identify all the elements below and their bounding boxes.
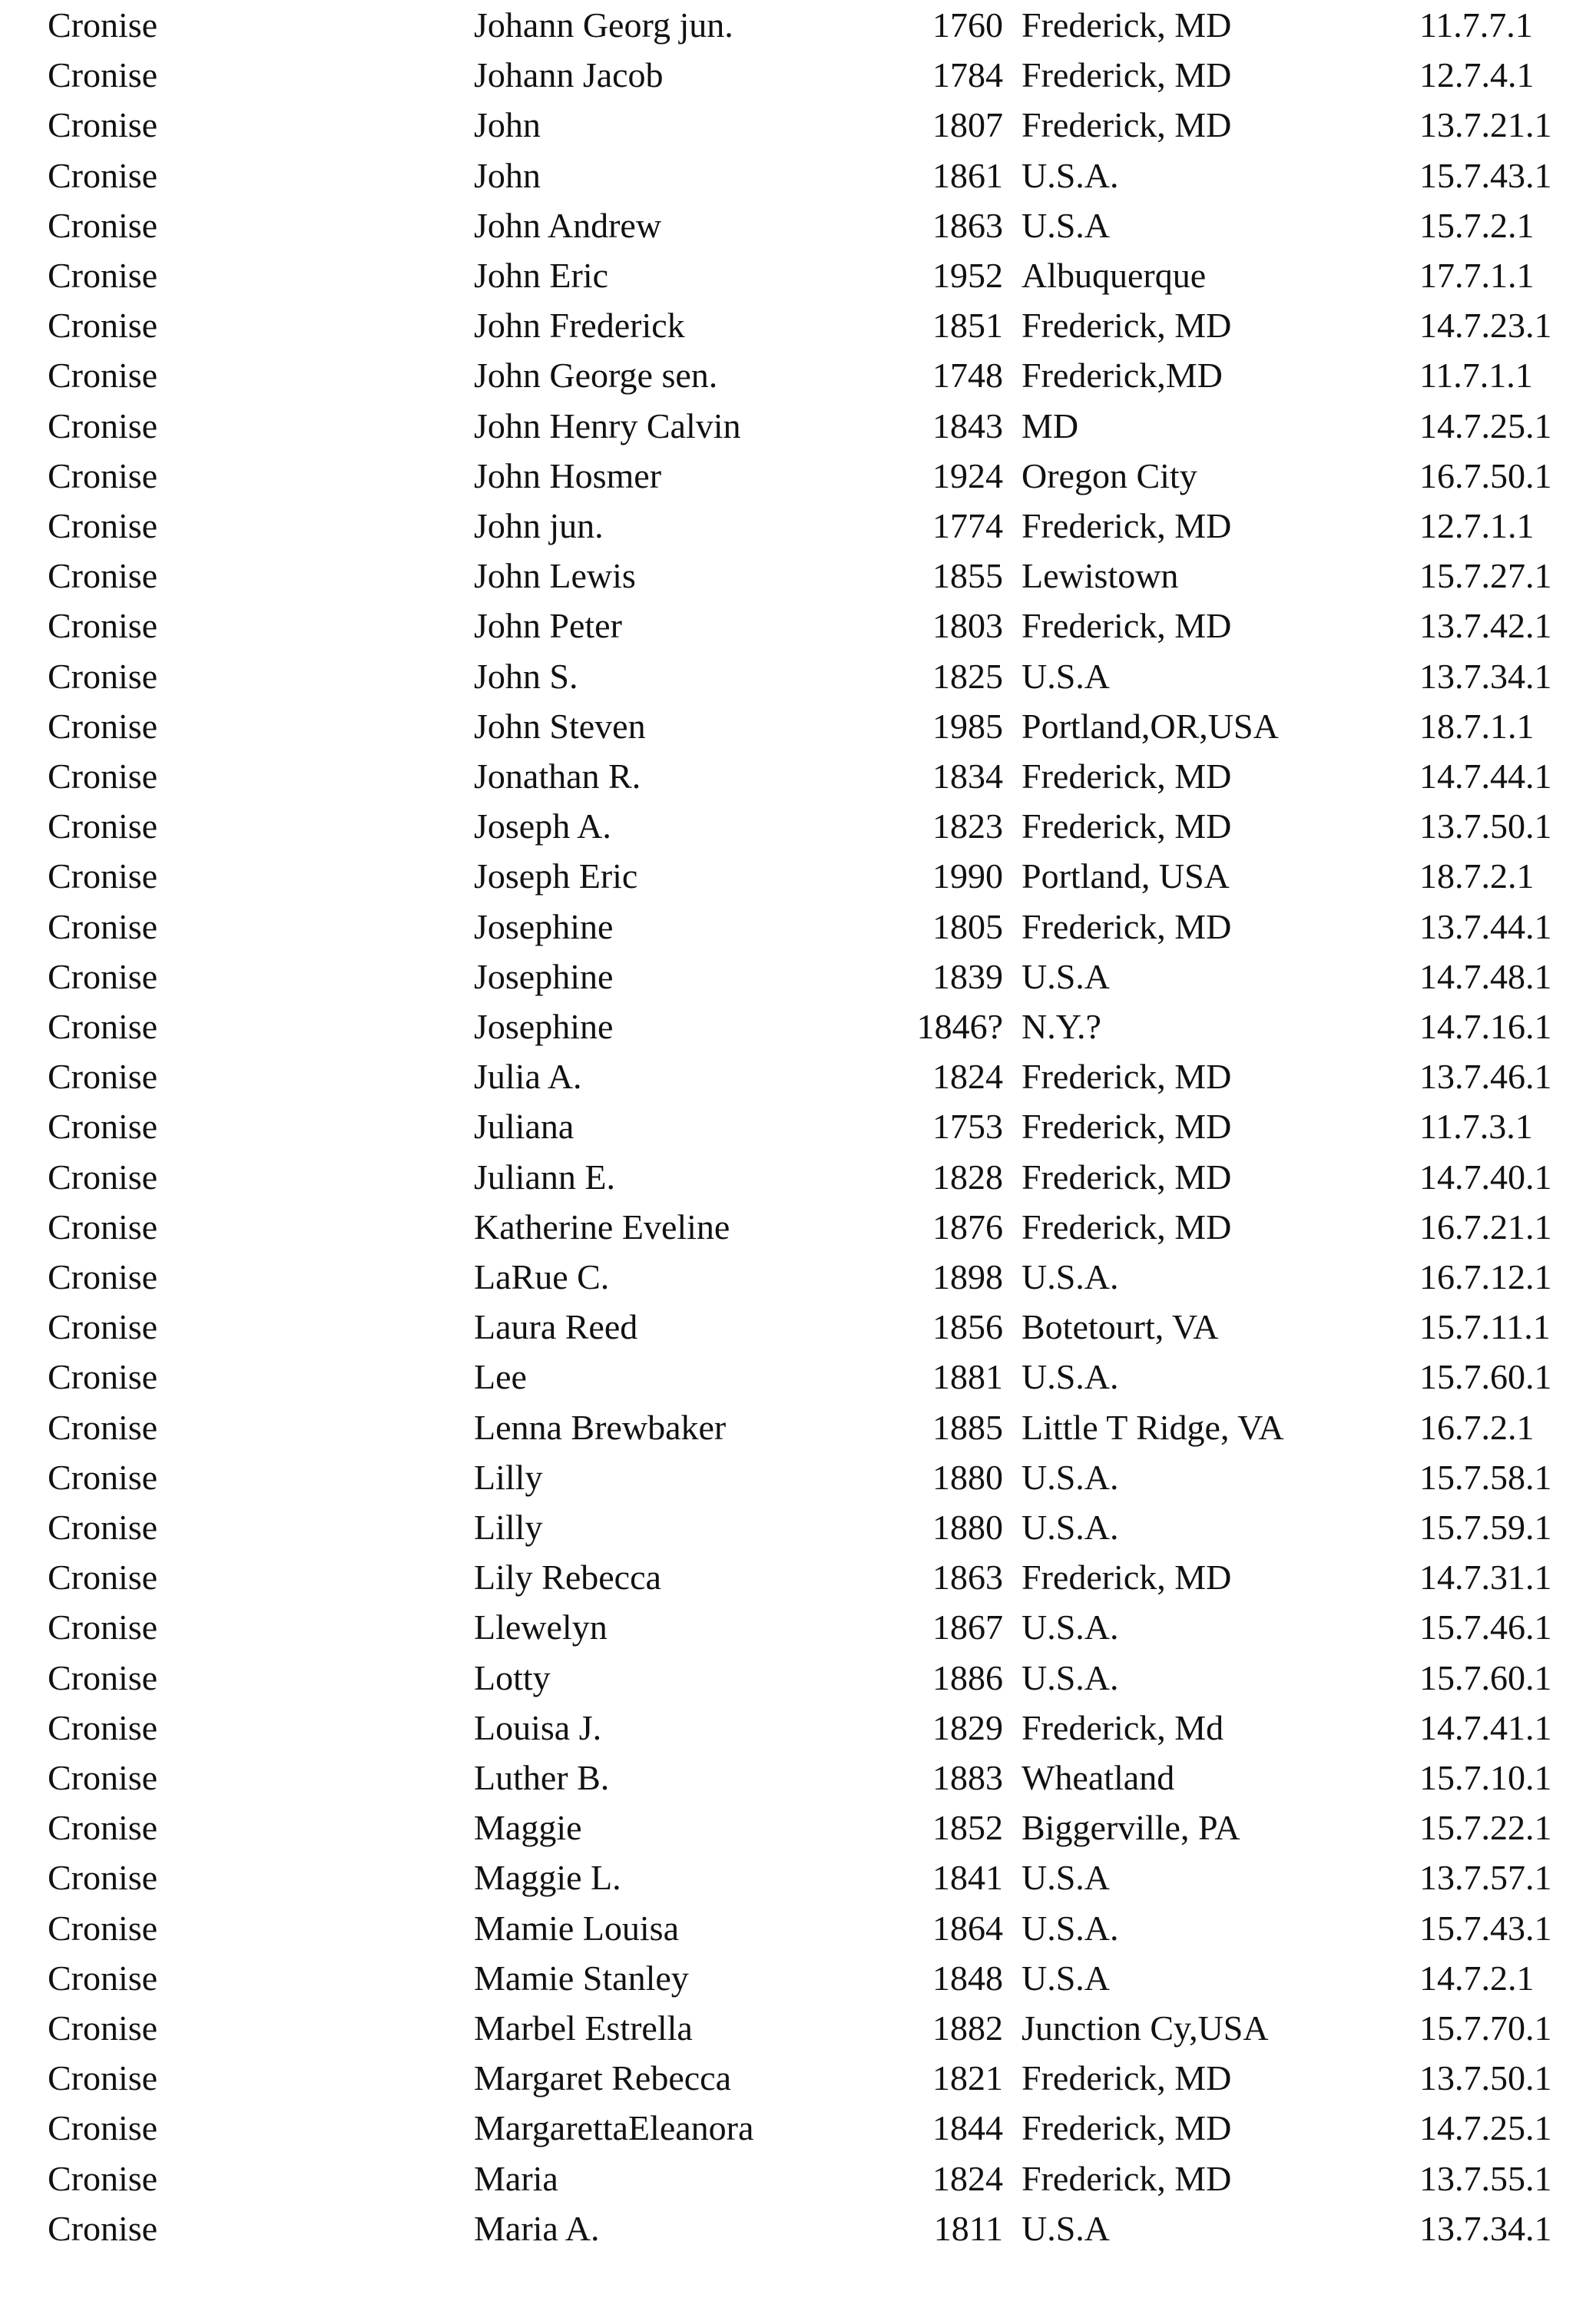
birth-year-cell: 1990 [932,856,1003,896]
surname-cell: Cronise [48,906,158,946]
birthplace-cell: Biggerville, PA [1022,1808,1240,1848]
birth-year-cell: 1861 [932,155,1003,195]
record-code-cell: 15.7.11.1 [1419,1307,1551,1347]
record-code-cell: 13.7.34.1 [1419,656,1552,696]
given-name-cell: John jun. [474,506,604,545]
surname-cell: Cronise [48,1057,158,1097]
birth-year-cell: 1855 [932,556,1003,596]
birthplace-cell: U.S.A. [1022,1357,1119,1397]
birth-year-cell: 1880 [932,1508,1003,1547]
record-code-cell: 14.7.16.1 [1419,1007,1552,1046]
birthplace-cell: Little T Ridge, VA [1022,1407,1284,1447]
surname-cell: Cronise [48,606,158,646]
record-row [0,151,1596,200]
record-code-cell: 17.7.1.1 [1419,256,1535,295]
birth-year-cell: 1824 [932,1057,1003,1097]
given-name-cell: John [474,155,541,195]
given-name-cell: John Frederick [474,306,685,346]
record-row [0,200,1596,250]
given-name-cell: Josephine [474,956,614,996]
record-row [0,401,1596,451]
surname-cell: Cronise [48,455,158,495]
surname-cell: Cronise [48,1157,158,1197]
given-name-cell: Maria [474,2158,558,2198]
given-name-cell: Lotty [474,1657,551,1697]
record-row [0,1402,1596,1452]
record-row [0,0,1596,50]
record-row [0,1502,1596,1552]
record-row [0,1903,1596,1953]
given-name-cell: Johann Jacob [474,55,664,95]
record-code-cell: 15.7.60.1 [1419,1357,1552,1397]
given-name-cell: Josephine [474,1007,614,1046]
record-code-cell: 13.7.46.1 [1419,1057,1552,1097]
birthplace-cell: Frederick, MD [1022,1558,1232,1598]
birthplace-cell: Frederick, MD [1022,105,1232,145]
record-row [0,1051,1596,1101]
birthplace-cell: Oregon City [1022,455,1197,495]
birthplace-cell: Frederick, MD [1022,55,1232,95]
birthplace-cell: Frederick, MD [1022,2058,1232,2098]
birthplace-cell: U.S.A [1022,1958,1111,1998]
record-row [0,1352,1596,1402]
birth-year-cell: 1924 [932,455,1003,495]
given-name-cell: Lilly [474,1457,543,1497]
record-code-cell: 14.7.31.1 [1419,1558,1552,1598]
given-name-cell: Maria A. [474,2208,600,2248]
record-code-cell: 13.7.42.1 [1419,606,1552,646]
record-code-cell: 15.7.43.1 [1419,155,1552,195]
birthplace-cell: U.S.A. [1022,1657,1119,1697]
record-row [0,1302,1596,1352]
surname-cell: Cronise [48,1908,158,1948]
record-row [0,1803,1596,1852]
record-row [0,1602,1596,1652]
record-code-cell: 16.7.50.1 [1419,455,1552,495]
birth-year-cell: 1985 [932,706,1003,746]
record-row [0,1152,1596,1202]
birthplace-cell: Frederick, MD [1022,1157,1232,1197]
birthplace-cell: Albuquerque [1022,256,1207,295]
given-name-cell: Joseph A. [474,806,611,846]
birth-year-cell: 1823 [932,806,1003,846]
given-name-cell: Lee [474,1357,527,1397]
surname-cell: Cronise [48,556,158,596]
surname-cell: Cronise [48,1758,158,1797]
surname-cell: Cronise [48,757,158,796]
surname-cell: Cronise [48,806,158,846]
birth-year-cell: 1824 [932,2158,1003,2198]
record-row [0,1753,1596,1803]
given-name-cell: Louisa J. [474,1707,602,1747]
given-name-cell: John Lewis [474,556,636,596]
record-row [0,801,1596,851]
record-row [0,1452,1596,1502]
birth-year-cell: 1821 [932,2058,1003,2098]
birth-year-cell: 1880 [932,1457,1003,1497]
birthplace-cell: U.S.A. [1022,1457,1119,1497]
record-code-cell: 14.7.23.1 [1419,306,1552,346]
record-row [0,701,1596,751]
given-name-cell: John Peter [474,606,622,646]
record-row [0,2003,1596,2053]
birthplace-cell: Lewistown [1022,556,1179,596]
birthplace-cell: U.S.A. [1022,1257,1119,1296]
birth-year-cell: 1883 [932,1758,1003,1797]
record-code-cell: 15.7.10.1 [1419,1758,1552,1797]
birth-year-cell: 1843 [932,406,1003,445]
surname-cell: Cronise [48,1207,158,1247]
record-row [0,2053,1596,2103]
record-row [0,451,1596,501]
birthplace-cell: MD [1022,406,1079,445]
given-name-cell: John George sen. [474,356,718,396]
surname-cell: Cronise [48,956,158,996]
surname-cell: Cronise [48,2008,158,2048]
given-name-cell: John S. [474,656,578,696]
given-name-cell: Julia A. [474,1057,582,1097]
birthplace-cell: Frederick, Md [1022,1707,1224,1747]
record-row [0,651,1596,701]
birth-year-cell: 1881 [932,1357,1003,1397]
given-name-cell: Margaret Rebecca [474,2058,732,2098]
record-code-cell: 14.7.2.1 [1419,1958,1535,1998]
surname-cell: Cronise [48,1508,158,1547]
surname-cell: Cronise [48,1707,158,1747]
record-code-cell: 11.7.7.1 [1419,5,1533,45]
record-row [0,1252,1596,1302]
birth-year-cell: 1760 [932,5,1003,45]
given-name-cell: Luther B. [474,1758,610,1797]
surname-cell: Cronise [48,1958,158,1998]
birthplace-cell: Frederick, MD [1022,1207,1232,1247]
birthplace-cell: Frederick, MD [1022,506,1232,545]
record-code-cell: 16.7.2.1 [1419,1407,1535,1447]
birth-year-cell: 1846? [916,1007,1003,1046]
record-row [0,1002,1596,1051]
birth-year-cell: 1844 [932,2108,1003,2148]
record-row [0,501,1596,551]
birth-year-cell: 1807 [932,105,1003,145]
record-row [0,1202,1596,1252]
record-code-cell: 14.7.41.1 [1419,1707,1552,1747]
birth-year-cell: 1829 [932,1707,1003,1747]
birthplace-cell: Frederick,MD [1022,356,1223,396]
record-code-cell: 13.7.21.1 [1419,105,1552,145]
record-code-cell: 14.7.48.1 [1419,956,1552,996]
birthplace-cell: Frederick, MD [1022,1057,1232,1097]
record-code-cell: 18.7.2.1 [1419,856,1535,896]
surname-cell: Cronise [48,1558,158,1598]
record-row [0,902,1596,952]
record-code-cell: 16.7.12.1 [1419,1257,1552,1296]
birthplace-cell: U.S.A. [1022,155,1119,195]
birth-year-cell: 1834 [932,757,1003,796]
surname-cell: Cronise [48,506,158,545]
given-name-cell: LaRue C. [474,1257,610,1296]
record-row [0,250,1596,300]
record-code-cell: 15.7.59.1 [1419,1508,1552,1547]
birth-year-cell: 1784 [932,55,1003,95]
record-row [0,551,1596,601]
given-name-cell: Maggie L. [474,1858,621,1898]
given-name-cell: Josephine [474,906,614,946]
given-name-cell: Lenna Brewbaker [474,1407,727,1447]
birthplace-cell: Frederick, MD [1022,606,1232,646]
given-name-cell: Mamie Stanley [474,1958,689,1998]
record-code-cell: 15.7.60.1 [1419,1657,1552,1697]
record-code-cell: 15.7.46.1 [1419,1607,1552,1647]
given-name-cell: MargarettaEleanora [474,2108,754,2148]
birth-year-cell: 1825 [932,656,1003,696]
given-name-cell: Lily Rebecca [474,1558,661,1598]
given-name-cell: Llewelyn [474,1607,608,1647]
birthplace-cell: U.S.A. [1022,1508,1119,1547]
surname-cell: Cronise [48,856,158,896]
birth-year-cell: 1863 [932,205,1003,245]
given-name-cell: John Hosmer [474,455,662,495]
surname-cell: Cronise [48,1007,158,1046]
given-name-cell: John Andrew [474,205,662,245]
surname-cell: Cronise [48,1457,158,1497]
given-name-cell: John Eric [474,256,609,295]
record-row [0,300,1596,350]
surname-cell: Cronise [48,1808,158,1848]
surname-cell: Cronise [48,706,158,746]
record-row [0,1953,1596,2003]
record-code-cell: 14.7.25.1 [1419,2108,1552,2148]
birth-year-cell: 1848 [932,1958,1003,1998]
birth-year-cell: 1863 [932,1558,1003,1598]
record-code-cell: 13.7.50.1 [1419,2058,1552,2098]
surname-cell: Cronise [48,1858,158,1898]
given-name-cell: Katherine Eveline [474,1207,730,1247]
birth-year-cell: 1753 [932,1107,1003,1147]
given-name-cell: Laura Reed [474,1307,638,1347]
birth-year-cell: 1811 [933,2208,1003,2248]
given-name-cell: Juliana [474,1107,574,1147]
record-code-cell: 18.7.1.1 [1419,706,1535,746]
record-code-cell: 11.7.1.1 [1419,356,1533,396]
birth-year-cell: 1864 [932,1908,1003,1948]
surname-cell: Cronise [48,1407,158,1447]
birthplace-cell: Frederick, MD [1022,5,1232,45]
given-name-cell: John [474,105,541,145]
given-name-cell: Maggie [474,1808,582,1848]
birthplace-cell: Frederick, MD [1022,2158,1232,2198]
surname-cell: Cronise [48,2108,158,2148]
record-code-cell: 15.7.43.1 [1419,1908,1552,1948]
surname-cell: Cronise [48,1657,158,1697]
record-code-cell: 11.7.3.1 [1419,1107,1533,1147]
given-name-cell: Johann Georg jun. [474,5,733,45]
record-row [0,2203,1596,2253]
birthplace-cell: Frederick, MD [1022,906,1232,946]
birthplace-cell: Frederick, MD [1022,2108,1232,2148]
birth-year-cell: 1876 [932,1207,1003,1247]
birthplace-cell: Frederick, MD [1022,757,1232,796]
birthplace-cell: U.S.A [1022,656,1111,696]
given-name-cell: John Henry Calvin [474,406,741,445]
surname-cell: Cronise [48,2158,158,2198]
birthplace-cell: Junction Cy,USA [1022,2008,1269,2048]
birth-year-cell: 1852 [932,1808,1003,1848]
record-code-cell: 15.7.27.1 [1419,556,1552,596]
birthplace-cell: Frederick, MD [1022,306,1232,346]
record-code-cell: 15.7.2.1 [1419,205,1535,245]
birthplace-cell: Portland, USA [1022,856,1230,896]
record-code-cell: 13.7.55.1 [1419,2158,1552,2198]
surname-cell: Cronise [48,205,158,245]
birthplace-cell: U.S.A [1022,205,1111,245]
surname-cell: Cronise [48,155,158,195]
surname-cell: Cronise [48,1257,158,1296]
record-code-cell: 14.7.44.1 [1419,757,1552,796]
surname-cell: Cronise [48,2208,158,2248]
birthplace-cell: Frederick, MD [1022,806,1232,846]
record-code-cell: 12.7.1.1 [1419,506,1535,545]
surname-cell: Cronise [48,2058,158,2098]
surname-cell: Cronise [48,105,158,145]
birth-year-cell: 1856 [932,1307,1003,1347]
birth-year-cell: 1867 [932,1607,1003,1647]
birthplace-cell: U.S.A [1022,2208,1111,2248]
record-row [0,601,1596,651]
surname-cell: Cronise [48,1607,158,1647]
given-name-cell: Jonathan R. [474,757,641,796]
surname-cell: Cronise [48,656,158,696]
birth-year-cell: 1886 [932,1657,1003,1697]
birth-year-cell: 1805 [932,906,1003,946]
record-row [0,100,1596,150]
record-code-cell: 13.7.50.1 [1419,806,1552,846]
birthplace-cell: Botetourt, VA [1022,1307,1219,1347]
birth-year-cell: 1885 [932,1407,1003,1447]
birth-year-cell: 1828 [932,1157,1003,1197]
record-row [0,350,1596,400]
given-name-cell: Juliann E. [474,1157,615,1197]
surname-cell: Cronise [48,55,158,95]
birth-year-cell: 1774 [932,506,1003,545]
given-name-cell: Mamie Louisa [474,1908,679,1948]
record-code-cell: 14.7.40.1 [1419,1157,1552,1197]
birthplace-cell: U.S.A. [1022,1607,1119,1647]
given-name-cell: John Steven [474,706,646,746]
birthplace-cell: U.S.A [1022,1858,1111,1898]
surname-cell: Cronise [48,406,158,445]
record-code-cell: 16.7.21.1 [1419,1207,1552,1247]
birthplace-cell: U.S.A. [1022,1908,1119,1948]
record-code-cell: 13.7.57.1 [1419,1858,1552,1898]
record-row [0,1101,1596,1151]
record-code-cell: 15.7.22.1 [1419,1808,1552,1848]
record-row [0,1703,1596,1753]
record-code-cell: 14.7.25.1 [1419,406,1552,445]
surname-cell: Cronise [48,256,158,295]
record-row [0,1653,1596,1703]
birth-year-cell: 1839 [932,956,1003,996]
record-code-cell: 13.7.34.1 [1419,2208,1552,2248]
record-row [0,2103,1596,2153]
record-row [0,1852,1596,1902]
record-row [0,751,1596,801]
record-code-cell: 12.7.4.1 [1419,55,1535,95]
birth-year-cell: 1882 [932,2008,1003,2048]
surname-cell: Cronise [48,1357,158,1397]
record-row [0,952,1596,1002]
birth-year-cell: 1748 [932,356,1003,396]
surname-cell: Cronise [48,5,158,45]
given-name-cell: Joseph Eric [474,856,638,896]
birthplace-cell: Portland,OR,USA [1022,706,1279,746]
record-row [0,50,1596,100]
record-row [0,851,1596,901]
birth-year-cell: 1952 [932,256,1003,295]
birthplace-cell: Wheatland [1022,1758,1175,1797]
birth-year-cell: 1898 [932,1257,1003,1296]
record-row [0,1552,1596,1602]
record-code-cell: 15.7.70.1 [1419,2008,1552,2048]
record-code-cell: 13.7.44.1 [1419,906,1552,946]
birthplace-cell: U.S.A [1022,956,1111,996]
surname-cell: Cronise [48,306,158,346]
birthplace-cell: Frederick, MD [1022,1107,1232,1147]
surname-cell: Cronise [48,356,158,396]
birth-year-cell: 1841 [932,1858,1003,1898]
record-row [0,2154,1596,2203]
birth-year-cell: 1803 [932,606,1003,646]
given-name-cell: Lilly [474,1508,543,1547]
birthplace-cell: N.Y.? [1022,1007,1101,1046]
record-code-cell: 15.7.58.1 [1419,1457,1552,1497]
given-name-cell: Marbel Estrella [474,2008,693,2048]
surname-cell: Cronise [48,1107,158,1147]
birth-year-cell: 1851 [932,306,1003,346]
surname-cell: Cronise [48,1307,158,1347]
